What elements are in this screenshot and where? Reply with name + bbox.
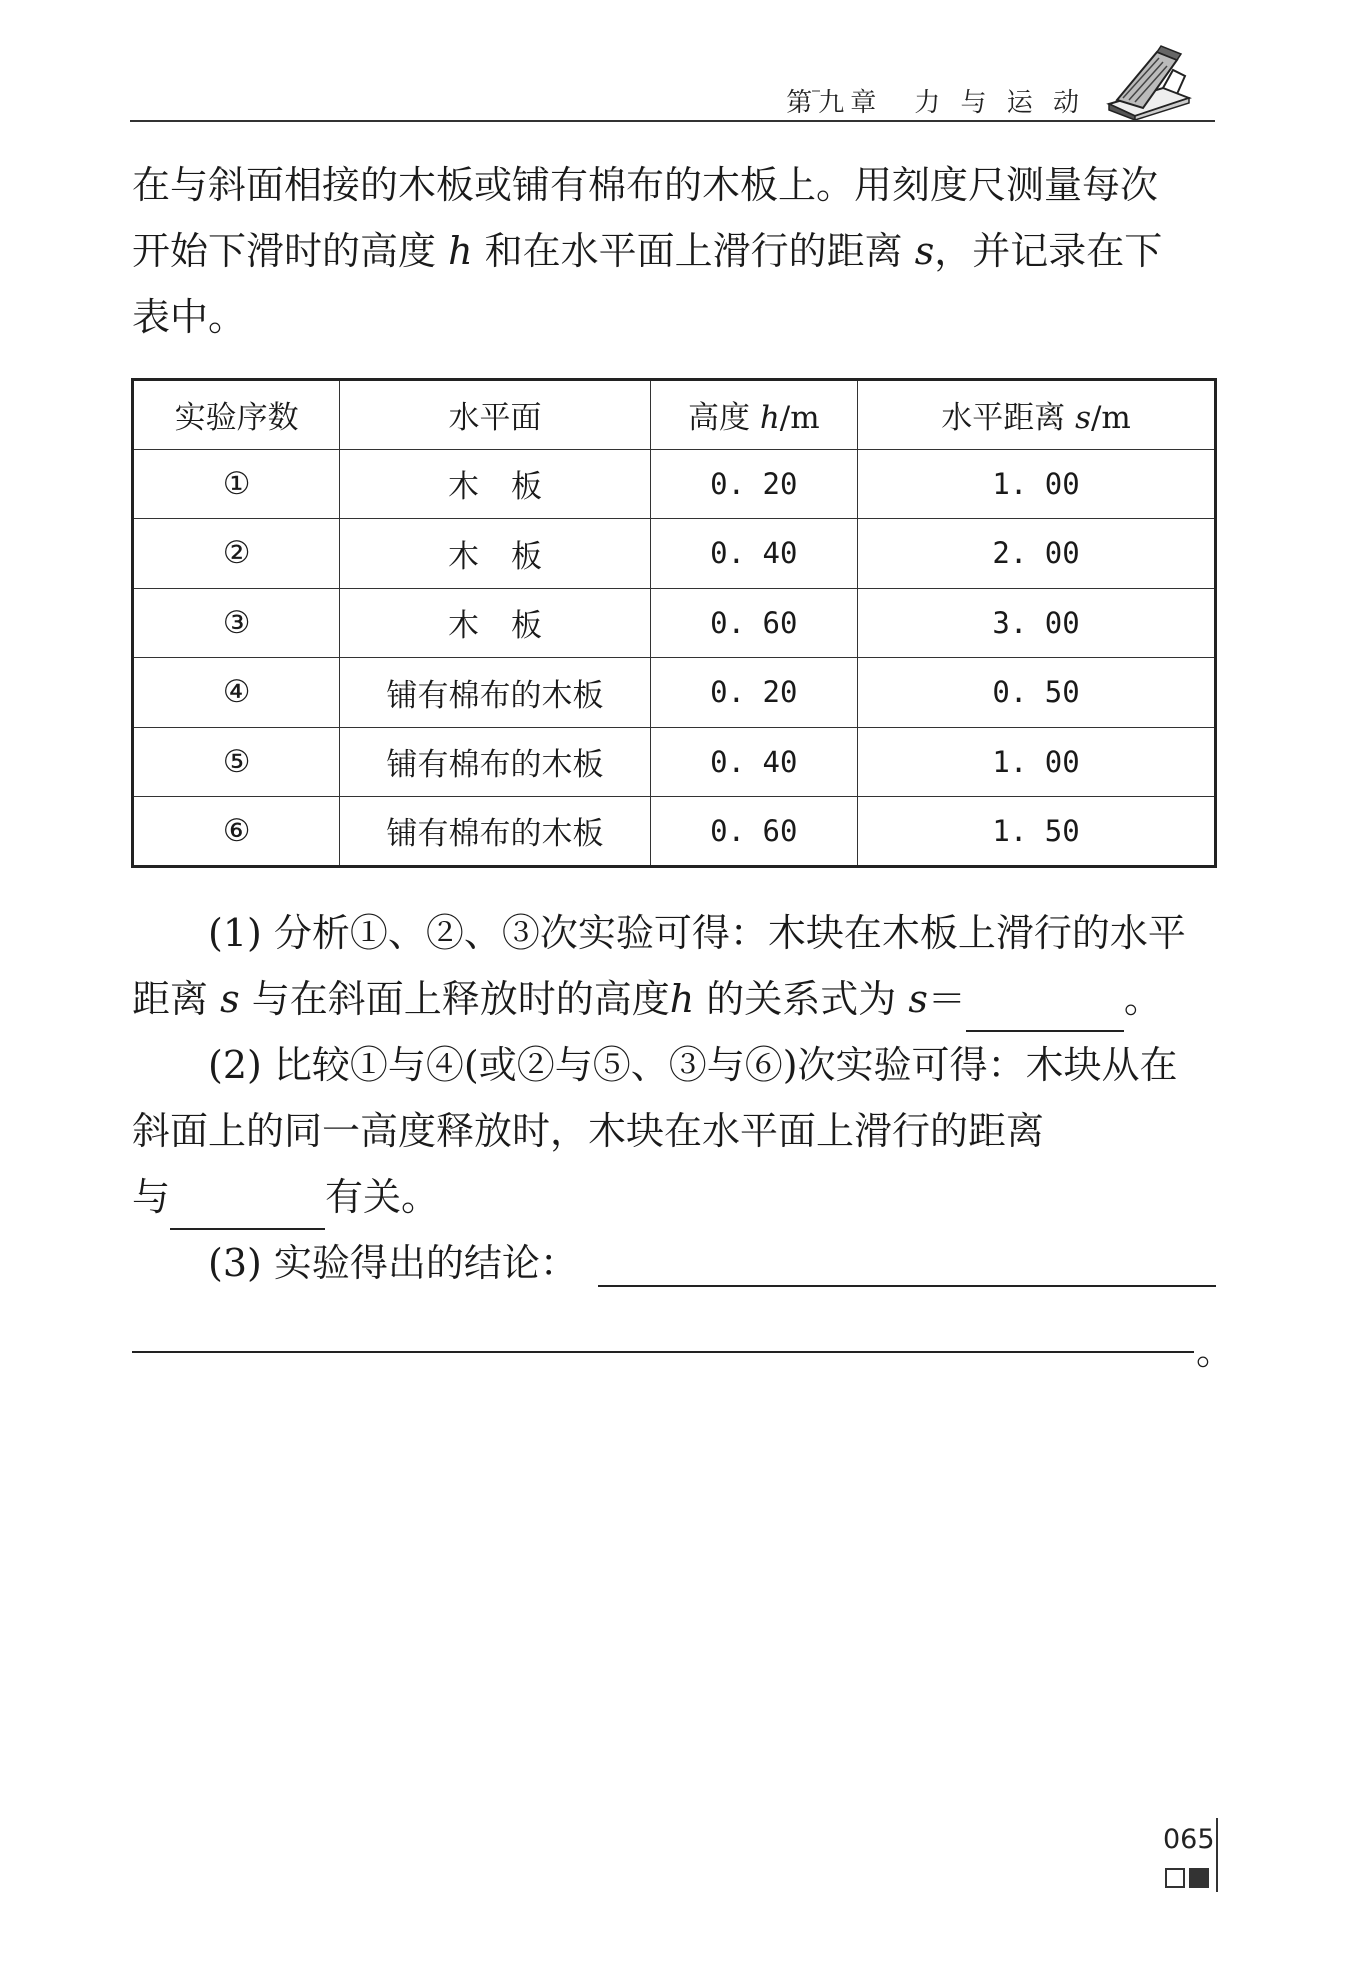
q2-line-1: (2) 比较①与④(或②与⑤、③与⑥)次实验可得：木块从在	[208, 1043, 1178, 1087]
table-row	[133, 519, 1216, 589]
q3-answer-blank-2[interactable]	[132, 1351, 1194, 1353]
cell-height: 0. 20	[650, 449, 857, 519]
cell-index: ⑥	[133, 797, 340, 867]
cell-height: 0. 40	[650, 519, 857, 589]
intro-paragraph	[132, 152, 1217, 350]
q2-line-3: 与 有关。	[132, 1164, 1217, 1230]
book-icon	[1103, 42, 1195, 120]
table-header-row	[133, 380, 1216, 450]
q3-end-period: 。	[1196, 1329, 1235, 1373]
cell-height: 0. 20	[650, 658, 857, 728]
cell-distance: 2. 00	[858, 519, 1216, 589]
cell-surface: 木板	[340, 588, 650, 658]
intro-line-2: 开始下滑时的高度 h 和在水平面上滑行的距离 s，并记录在下	[132, 229, 1163, 273]
q2-line-2: 斜面上的同一高度释放时，木块在水平面上滑行的距离	[132, 1109, 1045, 1153]
table-row	[133, 727, 1216, 797]
cell-distance: 1. 00	[858, 449, 1216, 519]
q2-answer-blank[interactable]	[170, 1188, 325, 1230]
header-surface: 水平面	[340, 380, 650, 450]
cell-height: 0. 60	[650, 588, 857, 658]
q1-answer-blank[interactable]	[966, 990, 1124, 1032]
cell-height: 0. 60	[650, 797, 857, 867]
table-row	[133, 797, 1216, 867]
cell-index: ④	[133, 658, 340, 728]
cell-distance: 1. 50	[858, 797, 1216, 867]
filled-square-icon	[1189, 1868, 1209, 1888]
empty-square-icon	[1165, 1868, 1185, 1888]
q1-line-2: 距离 s 与在斜面上释放时的高度h 的关系式为 s＝ 。	[132, 966, 1217, 1032]
page-number-divider	[1216, 1818, 1218, 1892]
cell-height: 0. 40	[650, 727, 857, 797]
cell-index: ③	[133, 588, 340, 658]
q3-answer-blank-1[interactable]	[598, 1285, 1216, 1287]
intro-line-3: 表中。	[132, 295, 247, 339]
cell-surface: 木板	[340, 449, 650, 519]
q1-line-1: (1) 分析①、②、③次实验可得：木块在木板上滑行的水平	[208, 911, 1186, 955]
page-number: 065	[1163, 1824, 1215, 1855]
header-distance: 水平距离 s/m	[858, 380, 1216, 450]
cell-surface: 铺有棉布的木板	[340, 797, 650, 867]
page-header	[130, 60, 1215, 122]
cell-surface: 铺有棉布的木板	[340, 727, 650, 797]
table-row	[133, 658, 1216, 728]
cell-index: ①	[133, 449, 340, 519]
intro-line-1: 在与斜面相接的木板或铺有棉布的木板上。用刻度尺测量每次	[132, 163, 1159, 207]
chapter-title: 第九章 力 与 运 动	[786, 88, 1085, 118]
cell-surface: 铺有棉布的木板	[340, 658, 650, 728]
cell-distance: 3. 00	[858, 588, 1216, 658]
q3-line-1: (3) 实验得出的结论：	[208, 1241, 578, 1285]
cell-surface: 木板	[340, 519, 650, 589]
table-row	[133, 449, 1216, 519]
header-index: 实验序数	[133, 380, 340, 450]
cell-distance: 0. 50	[858, 658, 1216, 728]
experiment-table	[131, 378, 1217, 868]
questions	[132, 900, 1217, 1296]
cell-distance: 1. 00	[858, 727, 1216, 797]
table-row	[133, 588, 1216, 658]
cell-index: ②	[133, 519, 340, 589]
cell-index: ⑤	[133, 727, 340, 797]
header-height: 高度 h/m	[650, 380, 857, 450]
